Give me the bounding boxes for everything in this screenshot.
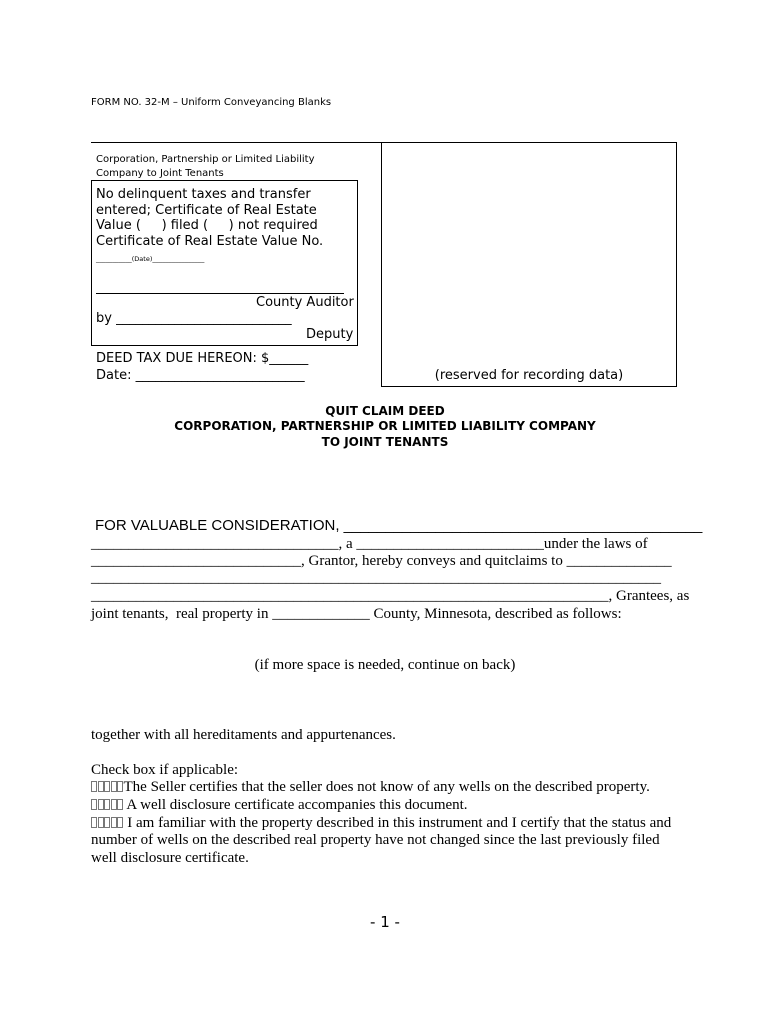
county-auditor-label: County Auditor: [256, 295, 354, 310]
property-county-line[interactable]: joint tenants, real property in _____________ County, Minnesota, described as follows:: [91, 606, 622, 622]
deed-tax-line[interactable]: DEED TAX DUE HEREON: $______: [96, 351, 309, 366]
check-3-text-line-3: well disclosure certificate.: [91, 850, 249, 866]
by-line[interactable]: by ___________________________: [96, 311, 292, 326]
page-number: - 1 -: [370, 913, 400, 931]
grantees-line[interactable]: _____________________________________________________________________, Grantees, as: [91, 588, 690, 604]
well-checkbox-row-2[interactable]: [91, 797, 468, 814]
recording-data-box: [381, 142, 677, 387]
checkbox-icon[interactable]: [91, 815, 124, 831]
grantor-line[interactable]: _________________________________, a _________________________under the laws of: [91, 536, 648, 552]
auditor-line-3: Value ( ) filed ( ) not required: [96, 218, 318, 233]
check-3-text: I am familiar with the property described in this instrument and I certify that the status and: [123, 815, 672, 831]
hereditaments-text: together with all hereditaments and appurtenances.: [91, 727, 396, 743]
grantee-blank-line[interactable]: ____________________________________________________________________________: [91, 570, 661, 586]
check-3-text-line-2: number of wells on the described real property have not changed since the last previously filed: [91, 832, 660, 848]
well-checkbox-row-1[interactable]: [91, 779, 650, 796]
form-type-label: Corporation, Partnership or Limited Liability: [96, 154, 315, 165]
consideration-line[interactable]: FOR VALUABLE CONSIDERATION, ___________________________________________: [95, 517, 703, 534]
auditor-line-2: entered; Certificate of Real Estate: [96, 202, 317, 218]
form-type-label-2: Company to Joint Tenants: [96, 168, 224, 179]
well-checkbox-row-3[interactable]: [91, 815, 671, 832]
date-line[interactable]: Date: __________________________: [96, 368, 305, 383]
checkbox-icon[interactable]: [91, 797, 124, 813]
checkbox-icon[interactable]: [91, 779, 124, 795]
title-line-2: CORPORATION, PARTNERSHIP OR LIMITED LIABILITY COMPANY: [174, 419, 596, 433]
title-line-3: TO JOINT TENANTS: [321, 435, 449, 449]
deputy-label: Deputy: [306, 327, 354, 342]
form-number: FORM NO. 32-M – Uniform Conveyancing Blanks: [91, 97, 332, 108]
top-rule: [91, 142, 381, 143]
check-1-text: The Seller certifies that the seller does not know of any wells on the described property.: [123, 779, 650, 795]
date-blank[interactable]: ___________(Date)________________: [96, 255, 205, 263]
conveys-line[interactable]: ____________________________, Grantor, hereby conveys and quitclaims to ______________: [91, 553, 672, 569]
more-space-note: (if more space is needed, continue on back): [254, 657, 516, 673]
auditor-line-1: No delinquent taxes and transfer: [96, 187, 311, 202]
auditor-signature-line[interactable]: [96, 293, 344, 294]
title-line-1: QUIT CLAIM DEED: [325, 404, 445, 418]
reserved-recording-label: (reserved for recording data): [434, 368, 624, 383]
check-intro: Check box if applicable:: [91, 762, 239, 778]
auditor-line-4: Certificate of Real Estate Value No.: [96, 233, 324, 249]
check-2-text: A well disclosure certificate accompanies this document.: [123, 797, 468, 813]
